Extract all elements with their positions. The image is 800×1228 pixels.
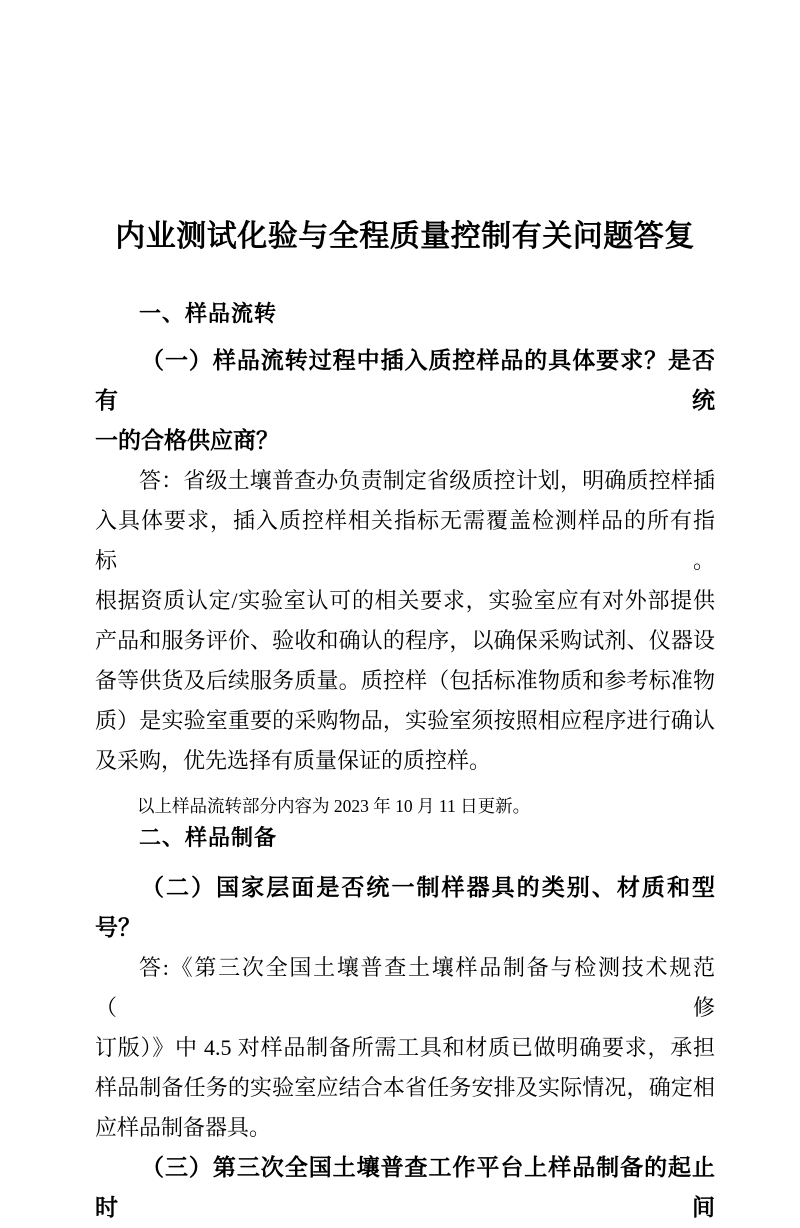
answer-1-line-1: 答：省级土壤普查办负责制定省级质控计划，明确质控样插 bbox=[139, 468, 715, 493]
question-1 bbox=[95, 341, 715, 461]
answer-2-line-1: 答:《第三次全国土壤普查土壤样品制备与检测技术规范（修 bbox=[95, 955, 715, 1020]
doc-title: 内业测试化验与全程质量控制有关问题答复 bbox=[115, 220, 695, 253]
question-3-line-1: （三）第三次全国土壤普查工作平台上样品制备的起止时间 bbox=[95, 1155, 715, 1220]
answer-1-line-4: 产品和服务评价、验收和确认的程序，以确保采购试剂、仪器设 bbox=[95, 628, 715, 653]
answer-2-line-3: 样品制备任务的实验室应结合本省任务安排及实际情况，确定相 bbox=[95, 1075, 715, 1100]
answer-2 bbox=[95, 948, 715, 1148]
update-note: 以上样品流转部分内容为 2023 年 10 月 11 日更新。 bbox=[137, 796, 531, 816]
question-2 bbox=[95, 868, 715, 948]
answer-1-line-7: 及采购，优先选择有质量保证的质控样。 bbox=[95, 748, 492, 773]
section-2-label: 二、样品制备 bbox=[139, 825, 278, 850]
answer-1-line-3: 根据资质认定/实验室认可的相关要求，实验室应有对外部提供 bbox=[95, 588, 715, 613]
answer-1 bbox=[95, 461, 715, 781]
question-1-line-1: （一）样品流转过程中插入质控样品的具体要求？是否有统 bbox=[95, 348, 715, 413]
answer-2-line-2: 订版）》中 4.5 对样品制备所需工具和材质已做明确要求，承担 bbox=[95, 1035, 715, 1060]
question-2-line-1: （二）国家层面是否统一制样器具的类别、材质和型号？ bbox=[95, 875, 715, 940]
section-1-label: 一、样品流转 bbox=[139, 301, 278, 326]
answer-1-line-6: 质）是实验室重要的采购物品，实验室须按照相应程序进行确认 bbox=[95, 708, 715, 733]
question-1-line-2: 一的合格供应商？ bbox=[95, 428, 279, 453]
answer-1-line-2: 入具体要求，插入质控样相关指标无需覆盖检测样品的所有指标。 bbox=[95, 508, 715, 573]
answer-1-line-5: 备等供货及后续服务质量。质控样（包括标准物质和参考标准物 bbox=[95, 668, 715, 693]
question-3 bbox=[95, 1148, 715, 1228]
answer-2-line-4: 应样品制备器具。 bbox=[95, 1115, 272, 1140]
